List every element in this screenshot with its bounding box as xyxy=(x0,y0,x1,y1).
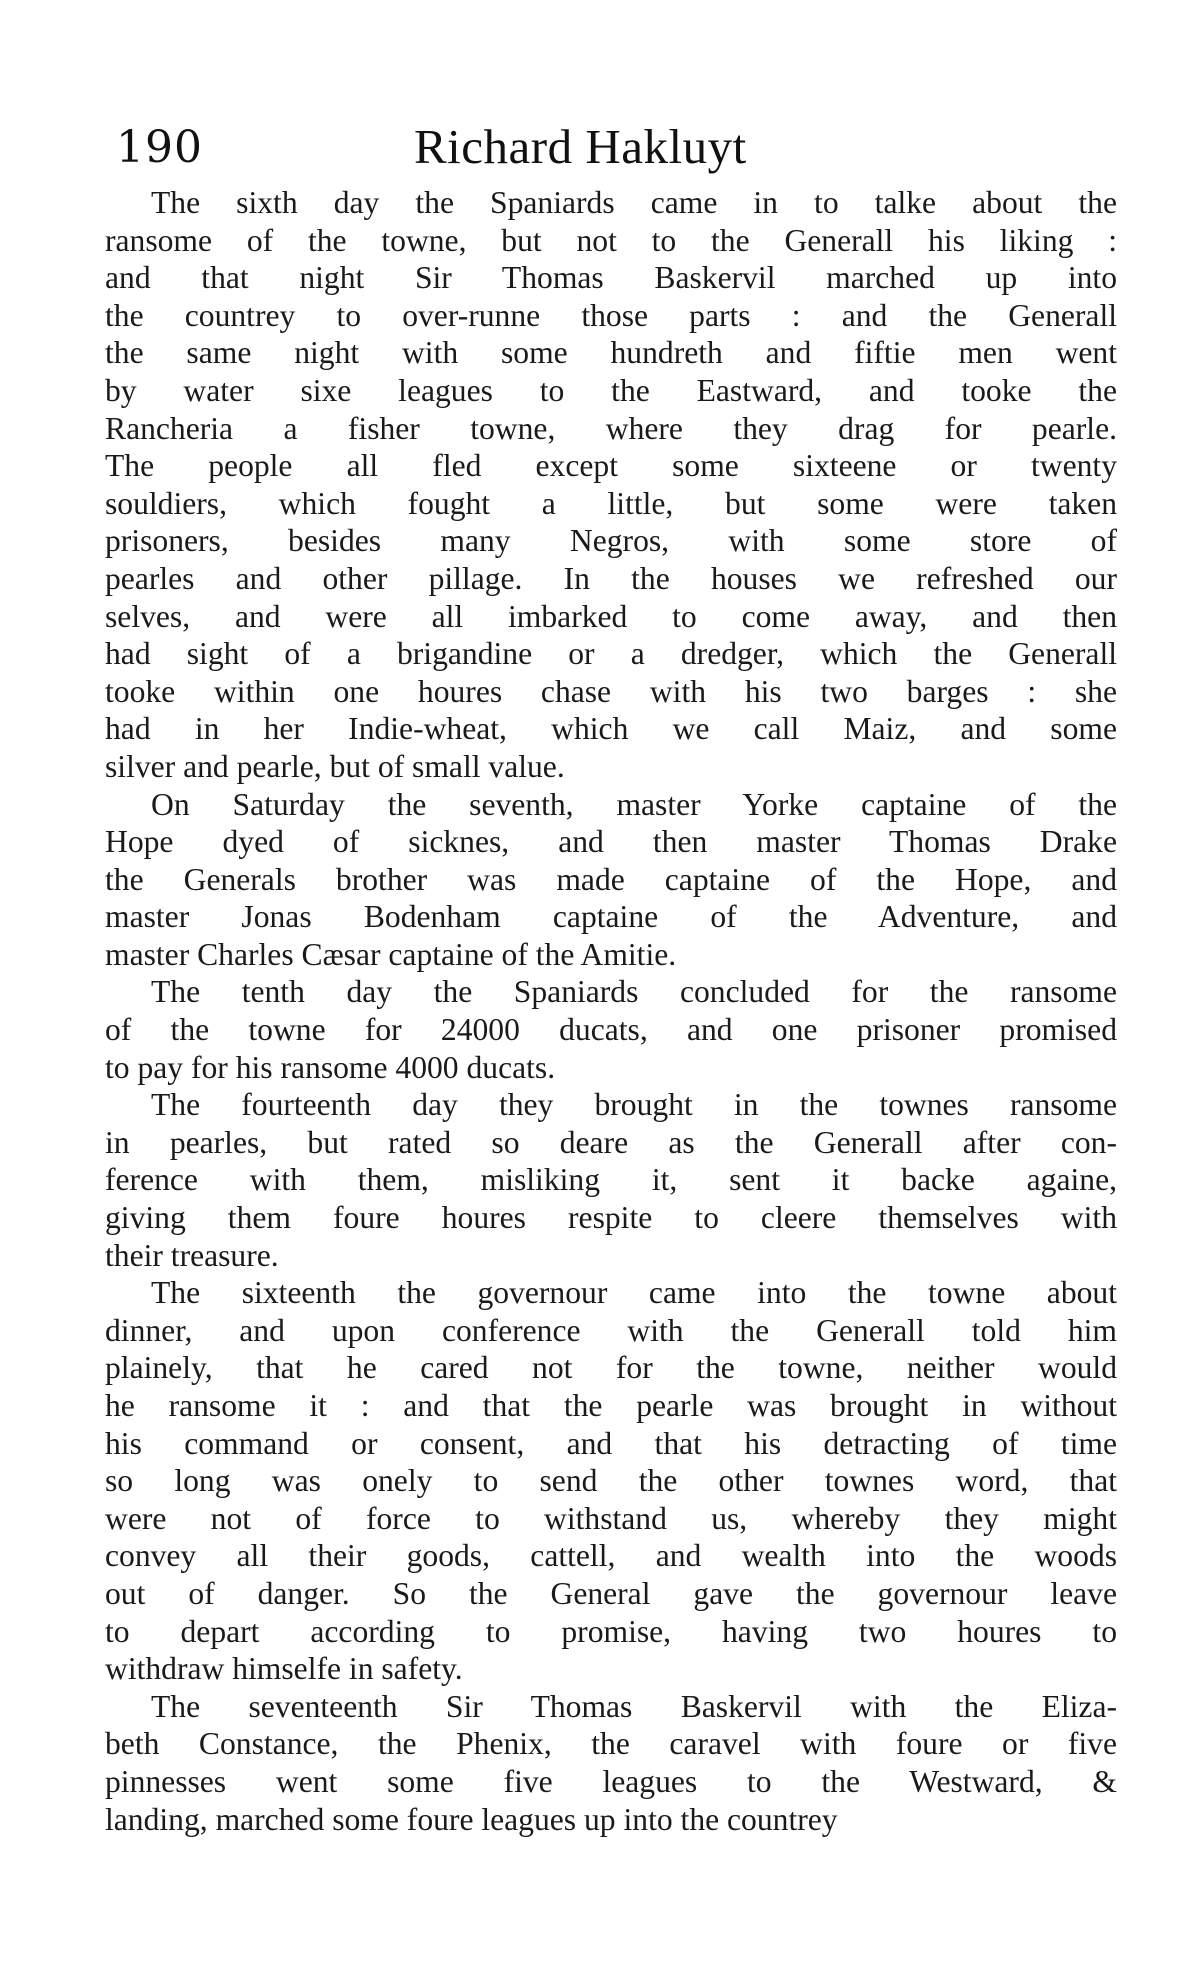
paragraph xyxy=(105,1086,1117,1274)
text-line: plainely, that he cared not for the towne, neither would xyxy=(105,1350,1117,1386)
text-line: The tenth day the Spaniards concluded for the ransome xyxy=(151,974,1117,1010)
paragraph xyxy=(105,786,1117,974)
text-line: landing, marched some foure leagues up into the countrey xyxy=(105,1801,838,1837)
text-line: his command or consent, and that his detracting of time xyxy=(105,1425,1117,1461)
text-line: their treasure. xyxy=(105,1237,279,1273)
text-line: to pay for his ransome 4000 ducats. xyxy=(105,1049,556,1085)
text-line: the Generals brother was made captaine of the Hope, and xyxy=(105,861,1117,897)
text-line: beth Constance, the Phenix, the caravel with foure or five xyxy=(105,1726,1117,1762)
page-number: 190 xyxy=(116,122,203,173)
text-line: were not of force to withstand us, whereby they might xyxy=(105,1500,1117,1536)
text-line: pearles and other pillage. In the houses we refreshed our xyxy=(105,560,1117,596)
paragraph xyxy=(105,1274,1117,1688)
text-line: had sight of a brigandine or a dredger, which the Generall xyxy=(105,636,1117,672)
text-line: ransome of the towne, but not to the Generall his liking : xyxy=(105,222,1117,258)
text-line: to depart according to promise, having two houres to xyxy=(105,1613,1117,1649)
text-line: silver and pearle, but of small value. xyxy=(105,748,565,784)
text-line: out of danger. So the General gave the governour leave xyxy=(105,1575,1117,1611)
text-line: Hope dyed of sicknes, and then master Thomas Drake xyxy=(105,824,1117,860)
text-line: Rancheria a fisher towne, where they drag for pearle. xyxy=(105,410,1117,446)
paragraph xyxy=(105,184,1117,786)
text-line: convey all their goods, cattell, and wealth into the woods xyxy=(105,1538,1117,1574)
text-line: prisoners, besides many Negros, with some store of xyxy=(105,523,1117,559)
text-line: of the towne for 24000 ducats, and one prisoner promised xyxy=(105,1012,1117,1048)
text-line: On Saturday the seventh, master Yorke captaine of the xyxy=(151,786,1117,822)
text-line: master Jonas Bodenham captaine of the Adventure, and xyxy=(105,899,1117,935)
text-line: The sixteenth the governour came into the towne about xyxy=(151,1275,1117,1311)
text-line: by water sixe leagues to the Eastward, and tooke the xyxy=(105,372,1117,408)
text-line: master Charles Cæsar captaine of the Amitie. xyxy=(105,936,677,972)
text-line: the countrey to over-runne those parts : and the Generall xyxy=(105,297,1117,333)
text-line: giving them foure houres respite to cleere themselves with xyxy=(105,1200,1117,1236)
text-line: The people all fled except some sixteene or twenty xyxy=(105,448,1117,484)
running-title: Richard Hakluyt xyxy=(414,119,747,174)
text-line: dinner, and upon conference with the Generall told him xyxy=(105,1312,1117,1348)
text-line: souldiers, which fought a little, but some were taken xyxy=(105,485,1117,521)
text-line: so long was onely to send the other townes word, that xyxy=(105,1463,1117,1499)
text-line: he ransome it : and that the pearle was brought in without xyxy=(105,1388,1117,1423)
text-line: and that night Sir Thomas Baskervil marched up into xyxy=(105,260,1117,296)
text-line: The fourteenth day they brought in the townes ransome xyxy=(151,1087,1117,1123)
text-line: tooke within one houres chase with his two barges : she xyxy=(105,673,1117,709)
running-head xyxy=(116,118,986,190)
text-line: had in her Indie-wheat, which we call Maiz, and some xyxy=(105,711,1117,747)
text-line: withdraw himselfe in safety. xyxy=(105,1651,463,1687)
text-line: the same night with some hundreth and fiftie men went xyxy=(105,335,1117,371)
text-line: The seventeenth Sir Thomas Baskervil with the Eliza- xyxy=(151,1688,1117,1724)
body-text xyxy=(105,184,1117,1838)
text-line: in pearles, but rated so deare as the Generall after con- xyxy=(105,1124,1117,1160)
text-line: pinnesses went some five leagues to the Westward, & xyxy=(105,1763,1117,1799)
paragraph xyxy=(105,973,1117,1086)
text-line: selves, and were all imbarked to come away, and then xyxy=(105,598,1117,634)
text-line: ference with them, misliking it, sent it backe againe, xyxy=(105,1162,1117,1198)
paragraph xyxy=(105,1688,1117,1838)
text-line: The sixth day the Spaniards came in to talke about the xyxy=(151,185,1117,220)
